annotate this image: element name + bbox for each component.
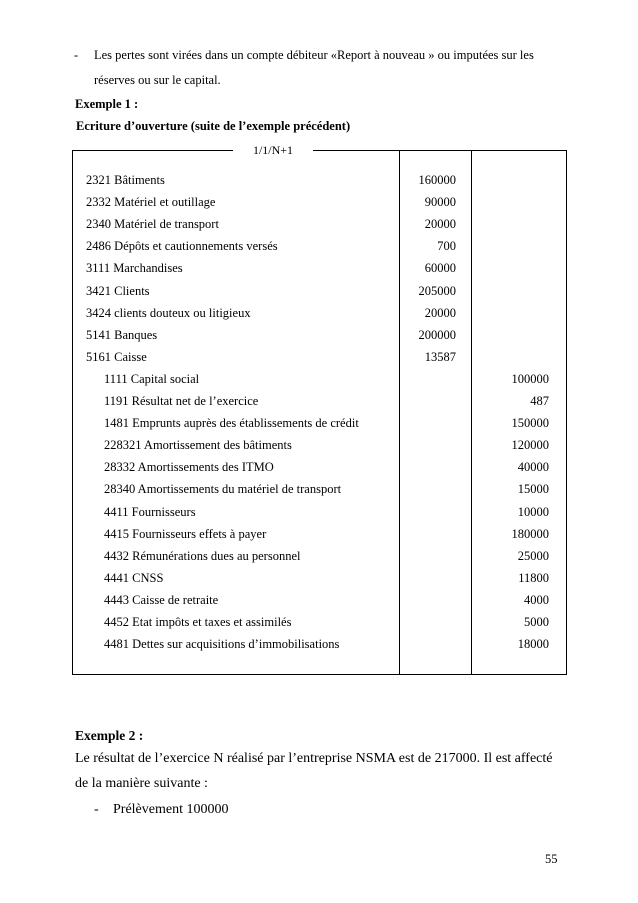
credit-entry-label: 4481 Dettes sur acquisitions d’immobilisations — [104, 637, 340, 652]
credit-entry-amount: 5000 — [524, 615, 549, 629]
credit-entry-amount: 11800 — [518, 570, 549, 585]
debit-entry-label: 3111 Marchandises — [86, 261, 183, 276]
credit-entry-amount: 120000 — [511, 438, 549, 453]
example2-bullet: - — [94, 802, 99, 817]
debit-entry-amount: 200000 — [418, 327, 456, 342]
credit-entry-label: 1111 Capital social — [104, 371, 200, 386]
credit-entry-label: 28340 Amortissements du matériel de transport — [104, 482, 342, 497]
credit-entry-amount: 18000 — [517, 637, 549, 652]
credit-entry-label: 4415 Fournisseurs effets à payer — [104, 526, 267, 541]
intro-line-2: réserves ou sur le capital. — [94, 73, 221, 87]
credit-entry-label: 4452 Etat impôts et taxes et assimilés — [104, 615, 292, 629]
journal-date: 1/1/N+1 — [233, 143, 313, 157]
debit-entry-label: 3424 clients douteux ou litigieux — [86, 305, 251, 320]
intro-bullet: - — [74, 48, 79, 62]
credit-entry-amount: 150000 — [511, 416, 549, 431]
credit-entry-amount: 10000 — [517, 504, 549, 519]
example1-subtitle: Ecriture d’ouverture (suite de l’exemple précédent) — [76, 119, 351, 133]
debit-entry-label: 2340 Matériel de transport — [86, 217, 219, 232]
debit-entry-label: 2332 Matériel et outillage — [86, 195, 216, 210]
page-number: 55 — [545, 852, 558, 866]
credit-entry-label: 1191 Résultat net de l’exercice — [104, 394, 259, 408]
credit-entry-label: 4443 Caisse de retraite — [104, 592, 219, 607]
credit-entry-label: 4441 CNSS — [104, 570, 164, 585]
debit-entry-amount: 60000 — [424, 261, 456, 276]
credit-entry-amount: 25000 — [517, 548, 549, 563]
credit-entry-amount: 487 — [530, 394, 549, 408]
debit-entry-amount: 90000 — [424, 195, 456, 210]
credit-entry-amount: 15000 — [517, 482, 549, 497]
debit-entry-label: 2486 Dépôts et cautionnements versés — [86, 239, 278, 254]
credit-entry-label: 228321 Amortissement des bâtiments — [104, 438, 292, 453]
debit-entry-amount: 205000 — [418, 283, 456, 298]
intro-line-1: Les pertes sont virées dans un compte débiteur «Report à nouveau » ou imputées sur les — [94, 48, 534, 62]
debit-entry-label: 3421 Clients — [86, 283, 150, 298]
debit-entry-label: 2321 Bâtiments — [86, 173, 165, 187]
debit-entry-amount: 160000 — [418, 173, 456, 187]
credit-entry-label: 4432 Rémunérations dues au personnel — [104, 548, 301, 563]
debit-entry-label: 5141 Banques — [86, 327, 158, 342]
debit-entry-amount: 20000 — [424, 305, 456, 320]
example2-title: Exemple 2 : — [75, 728, 144, 743]
credit-entry-amount: 180000 — [511, 526, 549, 541]
debit-entry-label: 5161 Caisse — [86, 349, 147, 364]
credit-entry-amount: 40000 — [517, 460, 549, 475]
debit-entry-amount: 700 — [437, 239, 456, 254]
credit-entry-label: 4411 Fournisseurs — [104, 504, 196, 519]
example2-item-1: Prélèvement 100000 — [113, 802, 229, 817]
credit-entry-amount: 4000 — [524, 592, 549, 607]
debit-entry-amount: 20000 — [424, 217, 456, 232]
example2-line-2: de la manière suivante : — [75, 776, 208, 791]
debit-entry-amount: 13587 — [424, 349, 456, 364]
credit-entry-label: 1481 Emprunts auprès des établissements de crédit — [104, 416, 359, 431]
credit-entry-label: 28332 Amortissements des ITMO — [104, 460, 274, 475]
example1-title: Exemple 1 : — [75, 97, 139, 111]
credit-entry-amount: 100000 — [511, 371, 549, 386]
example2-line-1: Le résultat de l’exercice N réalisé par l’entreprise NSMA est de 217000. Il est affecté — [75, 751, 553, 766]
